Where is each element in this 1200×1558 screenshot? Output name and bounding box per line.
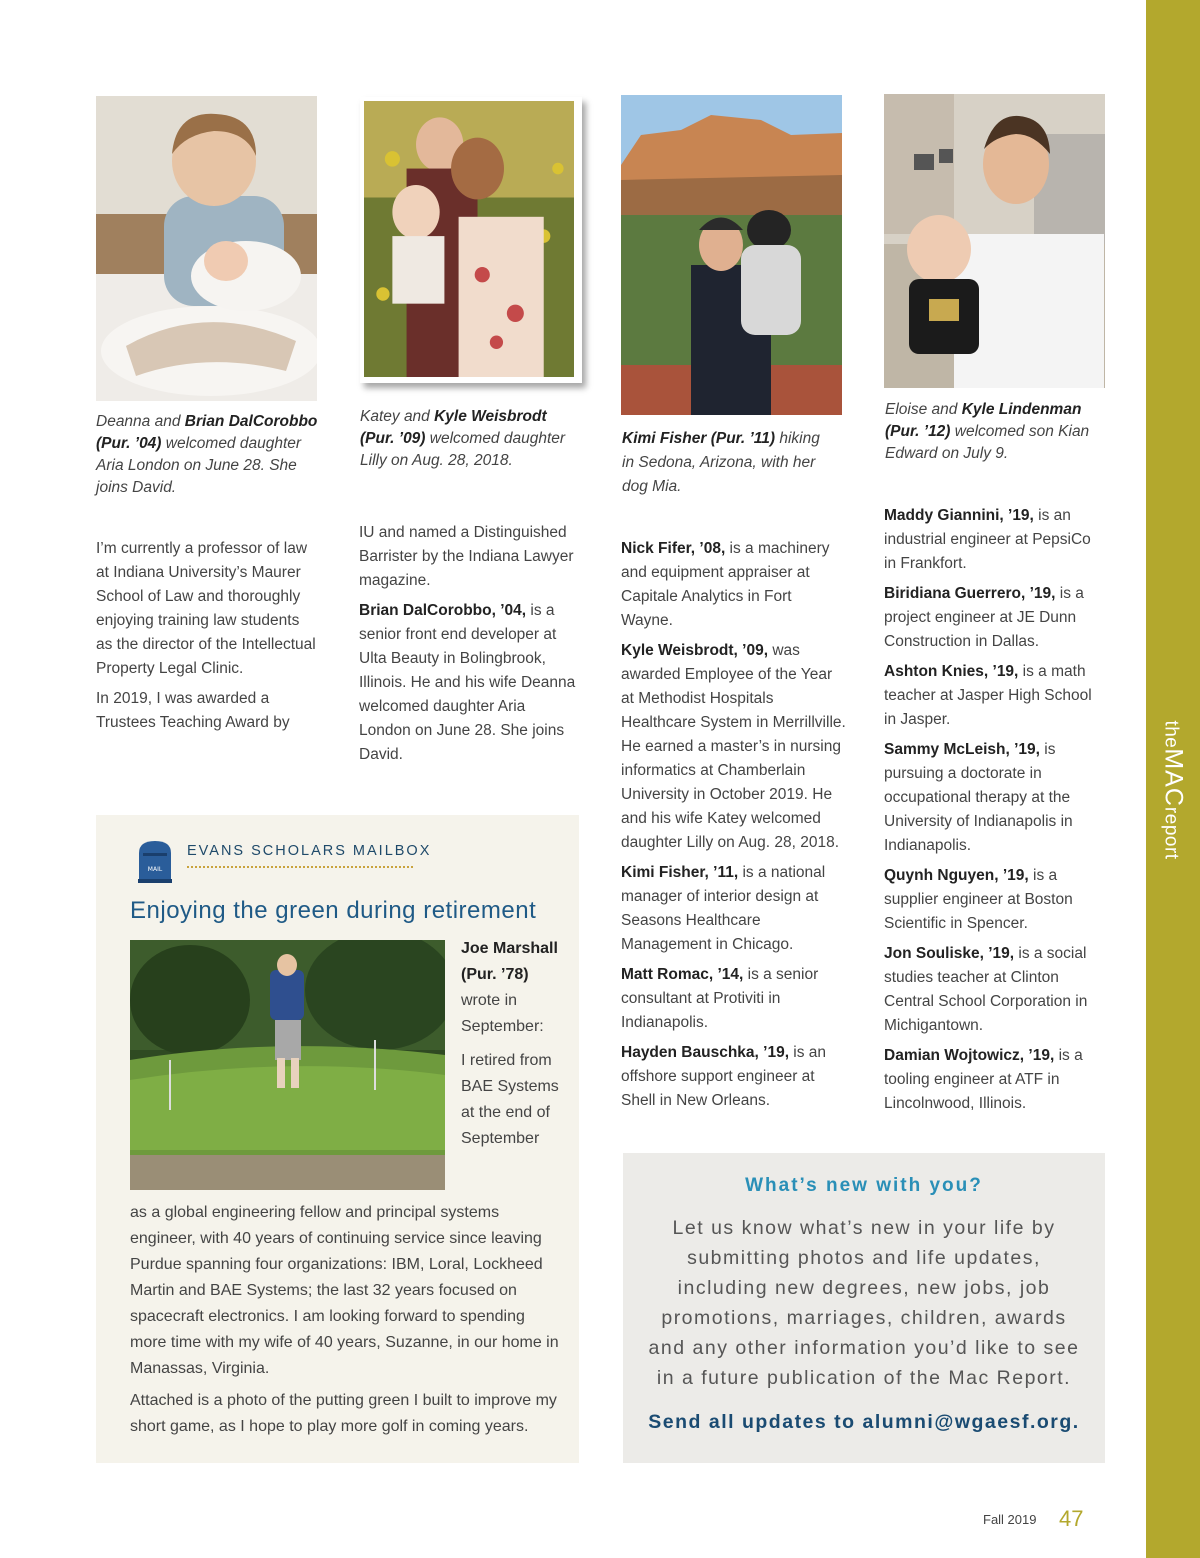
alumni-entry: Biridiana Guerrero, ’19, is a project engineer at JE Dunn Construction in Dallas. — [884, 585, 1084, 650]
column-2-text — [359, 521, 581, 773]
photo-kimi-fisher-hiking — [621, 95, 842, 415]
paragraph: In 2019, I was awarded a Trustees Teaching Award by — [96, 690, 290, 731]
article-intro: Joe Marshall (Pur. ’78) wrote in September: I retired from BAE Systems at the end of September — [461, 940, 559, 1147]
alumni-entry: Kimi Fisher, ’11, is a national manager of interior design at Seasons Healthcare Management in Chicago. — [621, 864, 826, 953]
publication-name: theMACreport — [1159, 720, 1188, 860]
caption-lindenman: Eloise and Kyle Lindenman (Pur. ’12) welcomed son Kian Edward on July 9. — [885, 401, 1090, 462]
paragraph: as a global engineering fellow and principal systems engineer, with 40 years of continuing service since leaving Purdue spanning four organizations: IBM, Loral, Lockheed Martin and BAE Systems; the last 32 years focused on spacecraft electronics. I am looking forward to spending more time with my wife of 40 years, Suzanne, in our home in Manassas, Virginia. — [130, 1204, 559, 1377]
caption-dalcorobbo: Deanna and Brian DalCorobbo (Pur. ’04) welcomed daughter Aria London on June 28. She joins David. — [96, 413, 318, 496]
section-label: EVANS SCHOLARS MAILBOX — [187, 843, 432, 859]
whats-new-title: What’s new with you? — [745, 1175, 983, 1196]
article-title: Enjoying the green during retirement — [130, 897, 537, 924]
photo-dalcorobbo-family — [96, 96, 317, 401]
article-body — [130, 1200, 560, 1446]
column-1-text — [96, 537, 318, 741]
alumni-entry: Matt Romac, ’14, is a senior consultant at Protiviti in Indianapolis. — [621, 966, 819, 1031]
paragraph: IU and named a Distinguished Barrister by the Indiana Lawyer magazine. — [359, 524, 574, 589]
paragraph: I’m currently a professor of law at Indiana University’s Maurer School of Law and thoroughly enjoying training law students as the director of the Intellectual Property Legal Clinic. — [96, 540, 316, 677]
whats-new-body: Let us know what’s new in your life by submitting photos and life updates, including new degrees, new jobs, job promotions, marriages, children, awards and any other information you’d like to see in a future publication of the Mac Report. — [648, 1217, 1080, 1389]
column-4-text — [884, 504, 1099, 1122]
alumni-entry: Jon Souliske, ’19, is a social studies teacher at Clinton Central School Corporation in Michigantown. — [884, 945, 1088, 1034]
alumni-entry: Damian Wojtowicz, ’19, is a tooling engineer at ATF in Lincolnwood, Illinois. — [884, 1047, 1083, 1112]
alumni-entry: Hayden Bauschka, ’19, is an offshore support engineer at Shell in New Orleans. — [621, 1044, 827, 1109]
caption-weisbrodt: Katey and Kyle Weisbrodt (Pur. ’09) welcomed daughter Lilly on Aug. 28, 2018. — [360, 408, 566, 469]
alumni-entry: Sammy McLeish, ’19, is pursuing a doctorate in occupational therapy at the University of Indianapolis in Indianapolis. — [884, 741, 1073, 854]
page-number: 47 — [1059, 1506, 1084, 1531]
photo-putting-green — [130, 940, 445, 1190]
mailbox-icon — [136, 839, 174, 885]
column-3-text — [621, 537, 846, 1119]
photo-weisbrodt-family — [360, 97, 582, 383]
alumni-entry: Brian DalCorobbo, ’04, is a senior front end developer at Ulta Beauty in Bolingbrook, Illinois. He and his wife Deanna welcomed daughter Aria London on June 28. She joins David. — [359, 602, 576, 763]
dotted-divider — [187, 866, 413, 868]
alumni-entry: Quynh Nguyen, ’19, is a supplier engineer at Boston Scientific in Spencer. — [884, 867, 1073, 932]
caption-kimi-fisher: Kimi Fisher (Pur. ’11) hiking in Sedona, Arizona, with her dog Mia. — [622, 430, 820, 495]
alumni-entry: Nick Fifer, ’08, is a machinery and equipment appraiser at Capitale Analytics in Fort Wayne. — [621, 540, 830, 629]
alumni-entry: Kyle Weisbrodt, ’09, was awarded Employee of the Year at Methodist Hospitals Healthcare System in Merrillville. He earned a master’s in nursing informatics at Chamberlain University in October 2019. He and his wife Katey welcomed daughter Lilly on Aug. 28, 2018. — [621, 642, 846, 851]
alumni-entry: Maddy Giannini, ’19, is an industrial engineer at PepsiCo in Frankfort. — [884, 507, 1091, 572]
issue-season: Fall 2019 — [983, 1512, 1037, 1527]
svg-text:MAIL: MAIL — [147, 866, 163, 873]
photo-lindenman-family — [884, 94, 1105, 388]
paragraph: Attached is a photo of the putting green I built to improve my short game, as I hope to play more golf in coming years. — [130, 1392, 557, 1435]
send-updates-email[interactable]: Send all updates to alumni@wgaesf.org. — [648, 1411, 1080, 1433]
alumni-entry: Ashton Knies, ’19, is a math teacher at Jasper High School in Jasper. — [884, 663, 1092, 728]
